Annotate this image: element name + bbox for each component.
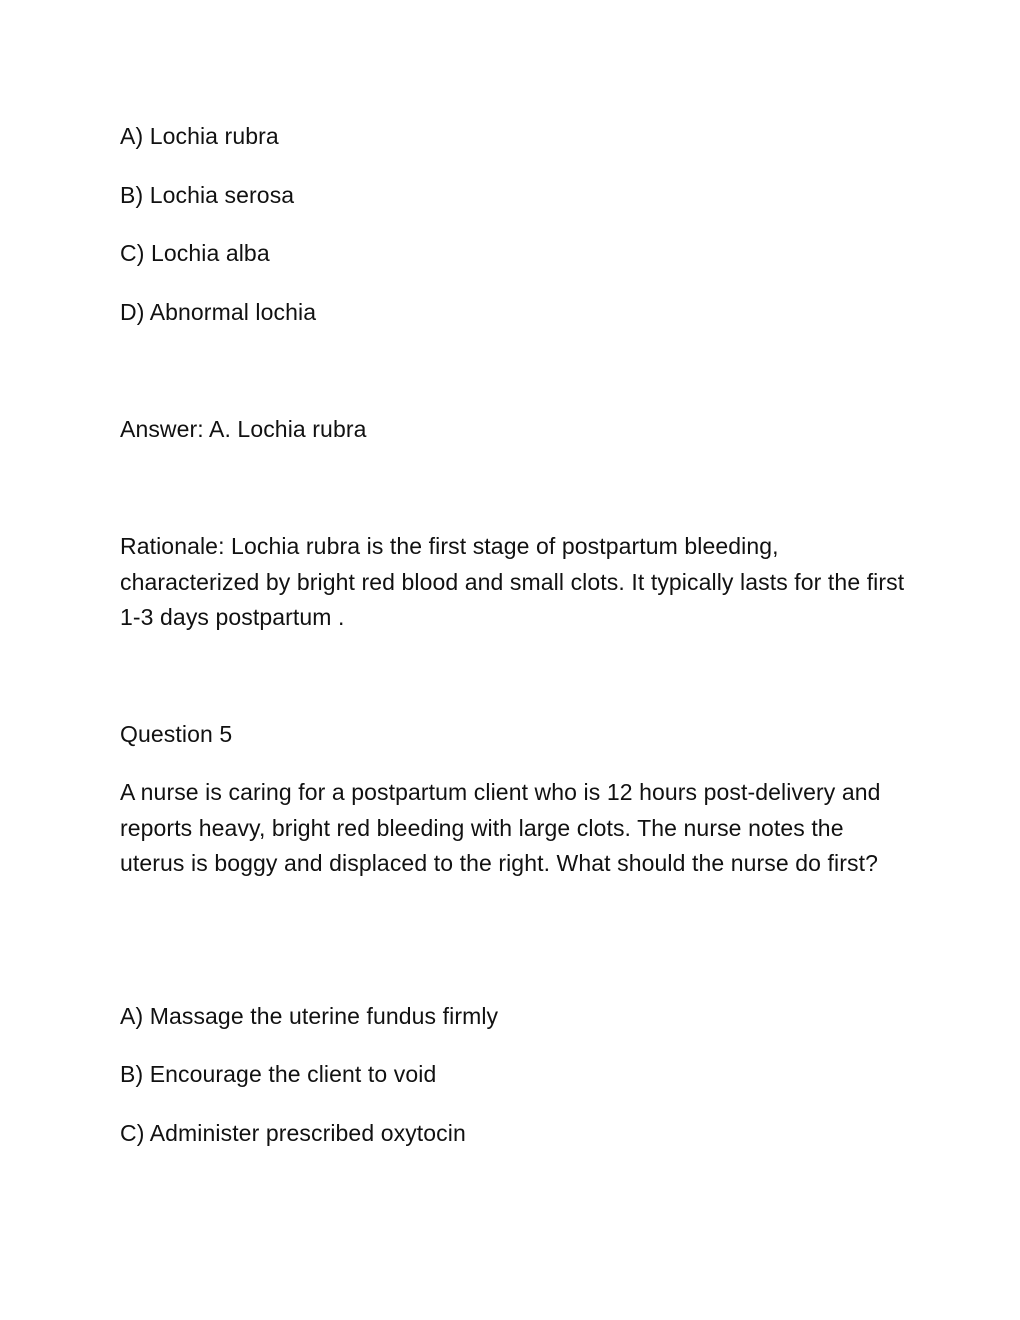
question-stem: A nurse is caring for a postpartum client who is 12 hours post-delivery and reports heavy, bright red bleeding with large clots. The nurse notes the uterus is boggy and displaced to the right. What should the nurse do first?	[120, 779, 881, 876]
question-5-option-b: B) Encourage the client to void	[120, 1061, 437, 1087]
option-c-text: C) Lochia alba	[120, 240, 270, 266]
answer-text: Answer: A. Lochia rubra	[120, 416, 367, 442]
rationale-text: Rationale: Lochia rubra is the first stage of postpartum bleeding, characterized by bright red blood and small clots. It typically lasts for the first 1-3 days postpartum .	[120, 533, 905, 630]
option-a-text: A) Lochia rubra	[120, 123, 279, 149]
question-5-option-a: A) Massage the uterine fundus firmly	[120, 1003, 499, 1029]
question-5-option-c: C) Administer prescribed oxytocin	[120, 1120, 466, 1146]
question-heading: Question 5	[120, 721, 233, 747]
option-b-text: B) Lochia serosa	[120, 182, 295, 208]
option-d-text: D) Abnormal lochia	[120, 299, 317, 325]
